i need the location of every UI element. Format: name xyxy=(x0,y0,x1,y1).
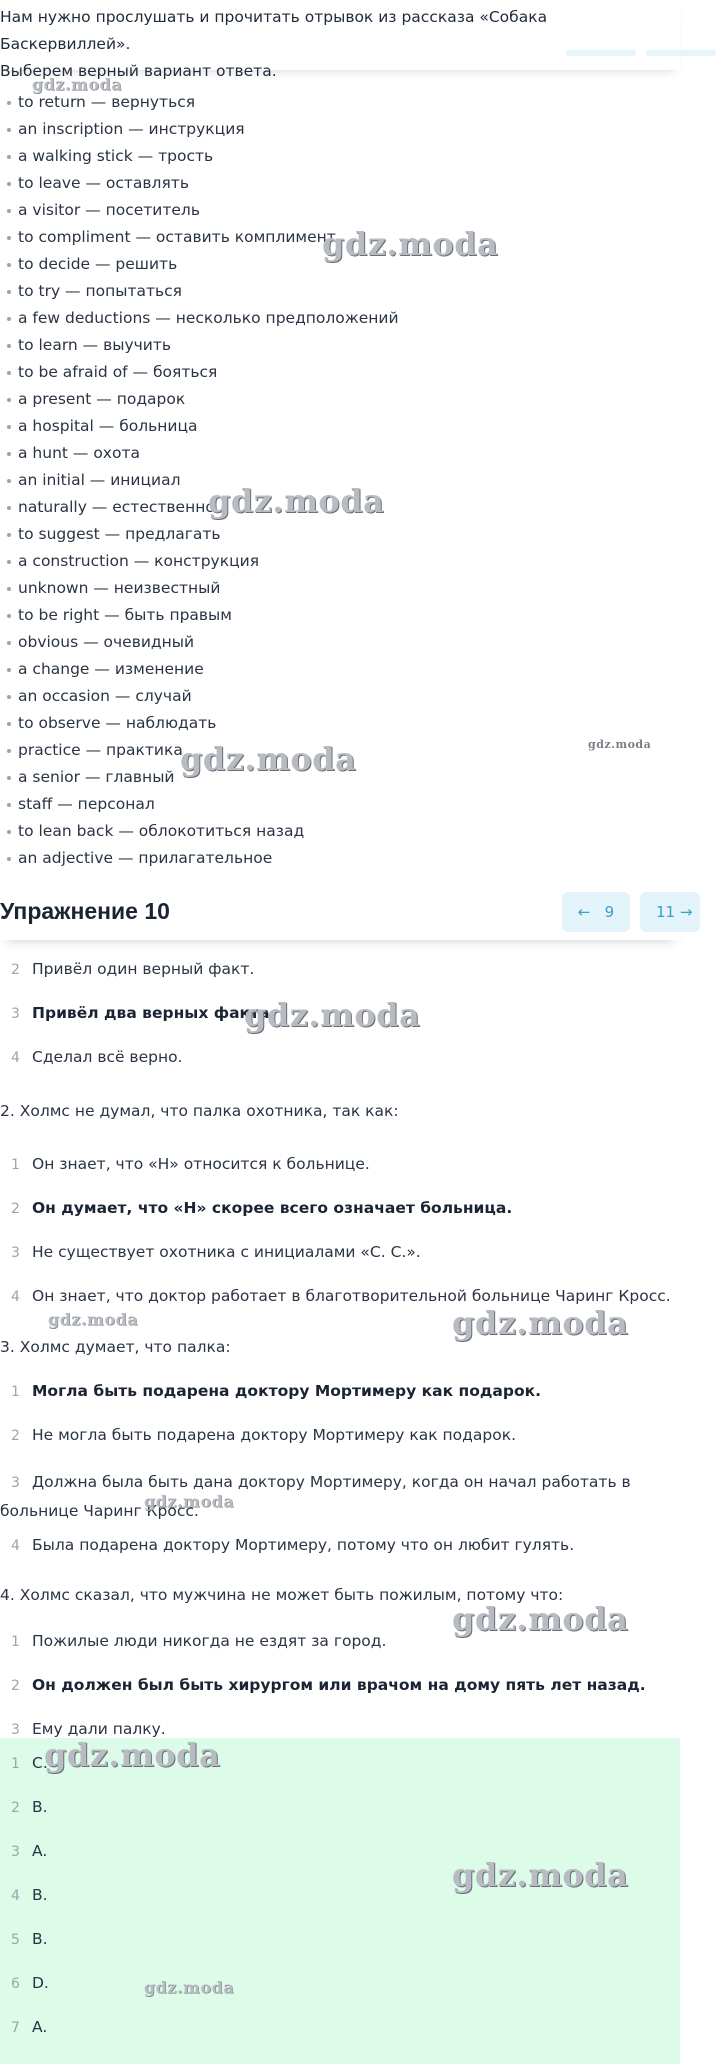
prev-exercise-button[interactable] xyxy=(562,892,630,932)
arrow-right-icon: → xyxy=(679,903,693,921)
intro-line-2: Выберем верный вариант ответа. xyxy=(0,62,277,80)
option-text: Он знает, что доктор работает в благотворительной больнице Чаринг Кросс. xyxy=(32,1287,671,1305)
answer-number: 7 xyxy=(11,2020,20,2036)
watermark: gdz.moda xyxy=(322,225,499,263)
vocab-item: to learn — выучить xyxy=(18,336,172,354)
option-number: 4 xyxy=(11,1050,20,1066)
option-text: Он знает, что «Н» относится к больнице. xyxy=(32,1155,370,1173)
option-number: 1 xyxy=(11,1634,20,1650)
option-text: Должна была быть дана доктору Мортимеру, когда он начал работать в больнице Чаринг Кросс. xyxy=(0,1473,631,1520)
option-text: Сделал всё верно. xyxy=(32,1048,183,1066)
watermark: gdz.moda xyxy=(588,738,652,751)
vocab-item: naturally — естественно xyxy=(18,498,215,516)
q2-option-correct xyxy=(0,1197,512,1220)
option-text: Не существует охотника с инициалами «С. С.». xyxy=(32,1243,421,1261)
vocab-item: an initial — инициал xyxy=(18,471,181,489)
q3-option-correct xyxy=(0,1380,541,1403)
vocab-item: to suggest — предлагать xyxy=(18,525,221,543)
q4-option xyxy=(0,1630,386,1653)
answer-item xyxy=(0,1840,47,1863)
option-text: Привёл два верных факта. xyxy=(32,1004,276,1022)
option-text: Пожилые люди никогда не ездят за город. xyxy=(32,1632,387,1650)
option-number: 2 xyxy=(11,1201,20,1217)
intro-line-1: Нам нужно прослушать и прочитать отрывок из рассказа «Собака Баскервиллей». xyxy=(0,8,548,53)
answer-number: 5 xyxy=(11,1932,20,1948)
intro-pill-decoration xyxy=(566,50,636,56)
watermark: gdz.moda xyxy=(452,1304,629,1342)
option-number: 2 xyxy=(11,962,20,978)
answer-item xyxy=(0,2016,47,2039)
q1-option xyxy=(0,1046,183,1069)
vocab-item: a change — изменение xyxy=(18,660,204,678)
q2-option xyxy=(0,1241,421,1264)
question-2: 2. Холмс не думал, что палка охотника, так как: xyxy=(0,1102,399,1120)
vocab-item: to lean back — облокотиться назад xyxy=(18,822,305,840)
option-text: Привёл один верный факт. xyxy=(32,960,255,978)
watermark: gdz.moda xyxy=(244,996,421,1034)
option-text: Он должен был быть хирургом или врачом на дому пять лет назад. xyxy=(32,1676,646,1694)
vocab-item: to decide — решить xyxy=(18,255,178,273)
q3-option xyxy=(0,1534,574,1557)
answer-item xyxy=(0,1972,49,1995)
vocab-item: obvious — очевидный xyxy=(18,633,195,651)
next-exercise-button[interactable] xyxy=(640,892,700,932)
intro-header xyxy=(0,0,680,80)
option-number: 4 xyxy=(11,1289,20,1305)
arrow-left-icon: ← xyxy=(577,903,591,921)
answer-item xyxy=(0,1884,48,1907)
watermark: gdz.moda xyxy=(48,1310,139,1329)
answer-text: D. xyxy=(32,1974,49,1992)
prev-exercise-label: 9 xyxy=(604,903,615,921)
intro-pill-decoration xyxy=(646,50,716,56)
vocab-item: a hospital — больница xyxy=(18,417,198,435)
answer-text: B. xyxy=(32,1886,48,1904)
next-exercise-label: 11 xyxy=(656,903,676,921)
vocab-item: a hunt — охота xyxy=(18,444,140,462)
option-text: Он думает, что «Н» скорее всего означает больница. xyxy=(32,1199,513,1217)
watermark: gdz.moda xyxy=(180,740,357,778)
exercise-header xyxy=(0,880,693,940)
answer-text: A. xyxy=(32,1842,48,1860)
watermark: gdz.moda xyxy=(32,75,123,94)
vocab-item: practice — практика xyxy=(18,741,183,759)
option-number: 3 xyxy=(11,1006,20,1022)
option-number: 3 xyxy=(11,1245,20,1261)
answer-number: 3 xyxy=(11,1844,20,1860)
watermark: gdz.moda xyxy=(44,1736,221,1774)
q2-option xyxy=(0,1153,370,1176)
answer-item xyxy=(0,1928,48,1951)
answer-text: C. xyxy=(32,1754,48,1772)
vocab-item: to leave — оставлять xyxy=(18,174,189,192)
answer-number: 4 xyxy=(11,1888,20,1904)
watermark: gdz.moda xyxy=(452,1600,629,1638)
q3-option xyxy=(0,1424,516,1447)
vocab-item: a few deductions — несколько предположений xyxy=(18,309,399,327)
vocab-item: a construction — конструкция xyxy=(18,552,260,570)
option-number: 3 xyxy=(11,1475,20,1491)
vocab-item: a senior — главный xyxy=(18,768,175,786)
vocab-item: to compliment — оставить комплимент xyxy=(18,228,336,246)
vocab-item: unknown — неизвестный xyxy=(18,579,221,597)
question-4: 4. Холмс сказал, что мужчина не может быть пожилым, потому что: xyxy=(0,1586,564,1604)
answer-item xyxy=(0,1796,48,1819)
option-text: Не могла быть подарена доктору Мортимеру как подарок. xyxy=(32,1426,516,1444)
answer-number: 6 xyxy=(11,1976,20,1992)
vocab-item: to observe — наблюдать xyxy=(18,714,217,732)
answer-text: A. xyxy=(32,2018,48,2036)
answer-item xyxy=(0,1752,48,1775)
q4-option-correct xyxy=(0,1674,646,1697)
option-text: Была подарена доктору Мортимеру, потому что он любит гулять. xyxy=(32,1536,575,1554)
vocab-item: an adjective — прилагательное xyxy=(18,849,273,867)
vocab-item: staff — персонал xyxy=(18,795,155,813)
vocab-item: to be afraid of — бояться xyxy=(18,363,218,381)
q3-option xyxy=(0,1468,660,1525)
vocab-item: a present — подарок xyxy=(18,390,186,408)
watermark: gdz.moda xyxy=(208,482,385,520)
vocab-item: to be right — быть правым xyxy=(18,606,232,624)
option-number: 2 xyxy=(11,1678,20,1694)
answer-text: B. xyxy=(32,1930,48,1948)
vocab-item: a visitor — посетитель xyxy=(18,201,200,219)
q1-option xyxy=(0,958,254,981)
option-number: 2 xyxy=(11,1428,20,1444)
option-text: Ему дали палку. xyxy=(32,1720,166,1738)
watermark: gdz.moda xyxy=(144,1492,235,1511)
vocab-item: an inscription — инструкция xyxy=(18,120,245,138)
vocab-item: an occasion — случай xyxy=(18,687,192,705)
option-number: 1 xyxy=(11,1157,20,1173)
option-text: Могла быть подарена доктору Мортимеру как подарок. xyxy=(32,1382,541,1400)
vocab-item: to return — вернуться xyxy=(18,93,196,111)
option-number: 1 xyxy=(11,1384,20,1400)
question-3: 3. Холмс думает, что палка: xyxy=(0,1338,231,1356)
answer-number: 2 xyxy=(11,1800,20,1816)
vocab-item: a walking stick — трость xyxy=(18,147,214,165)
watermark: gdz.moda xyxy=(144,1978,235,1997)
vocab-item: to try — попытаться xyxy=(18,282,182,300)
option-number: 3 xyxy=(11,1722,20,1738)
answer-number: 1 xyxy=(11,1756,20,1772)
watermark: gdz.moda xyxy=(452,1856,629,1894)
q1-option-correct xyxy=(0,1002,275,1025)
option-number: 4 xyxy=(11,1538,20,1554)
exercise-title: Упражнение 10 xyxy=(0,898,170,924)
answers-block xyxy=(0,1738,680,2064)
answer-text: B. xyxy=(32,1798,48,1816)
